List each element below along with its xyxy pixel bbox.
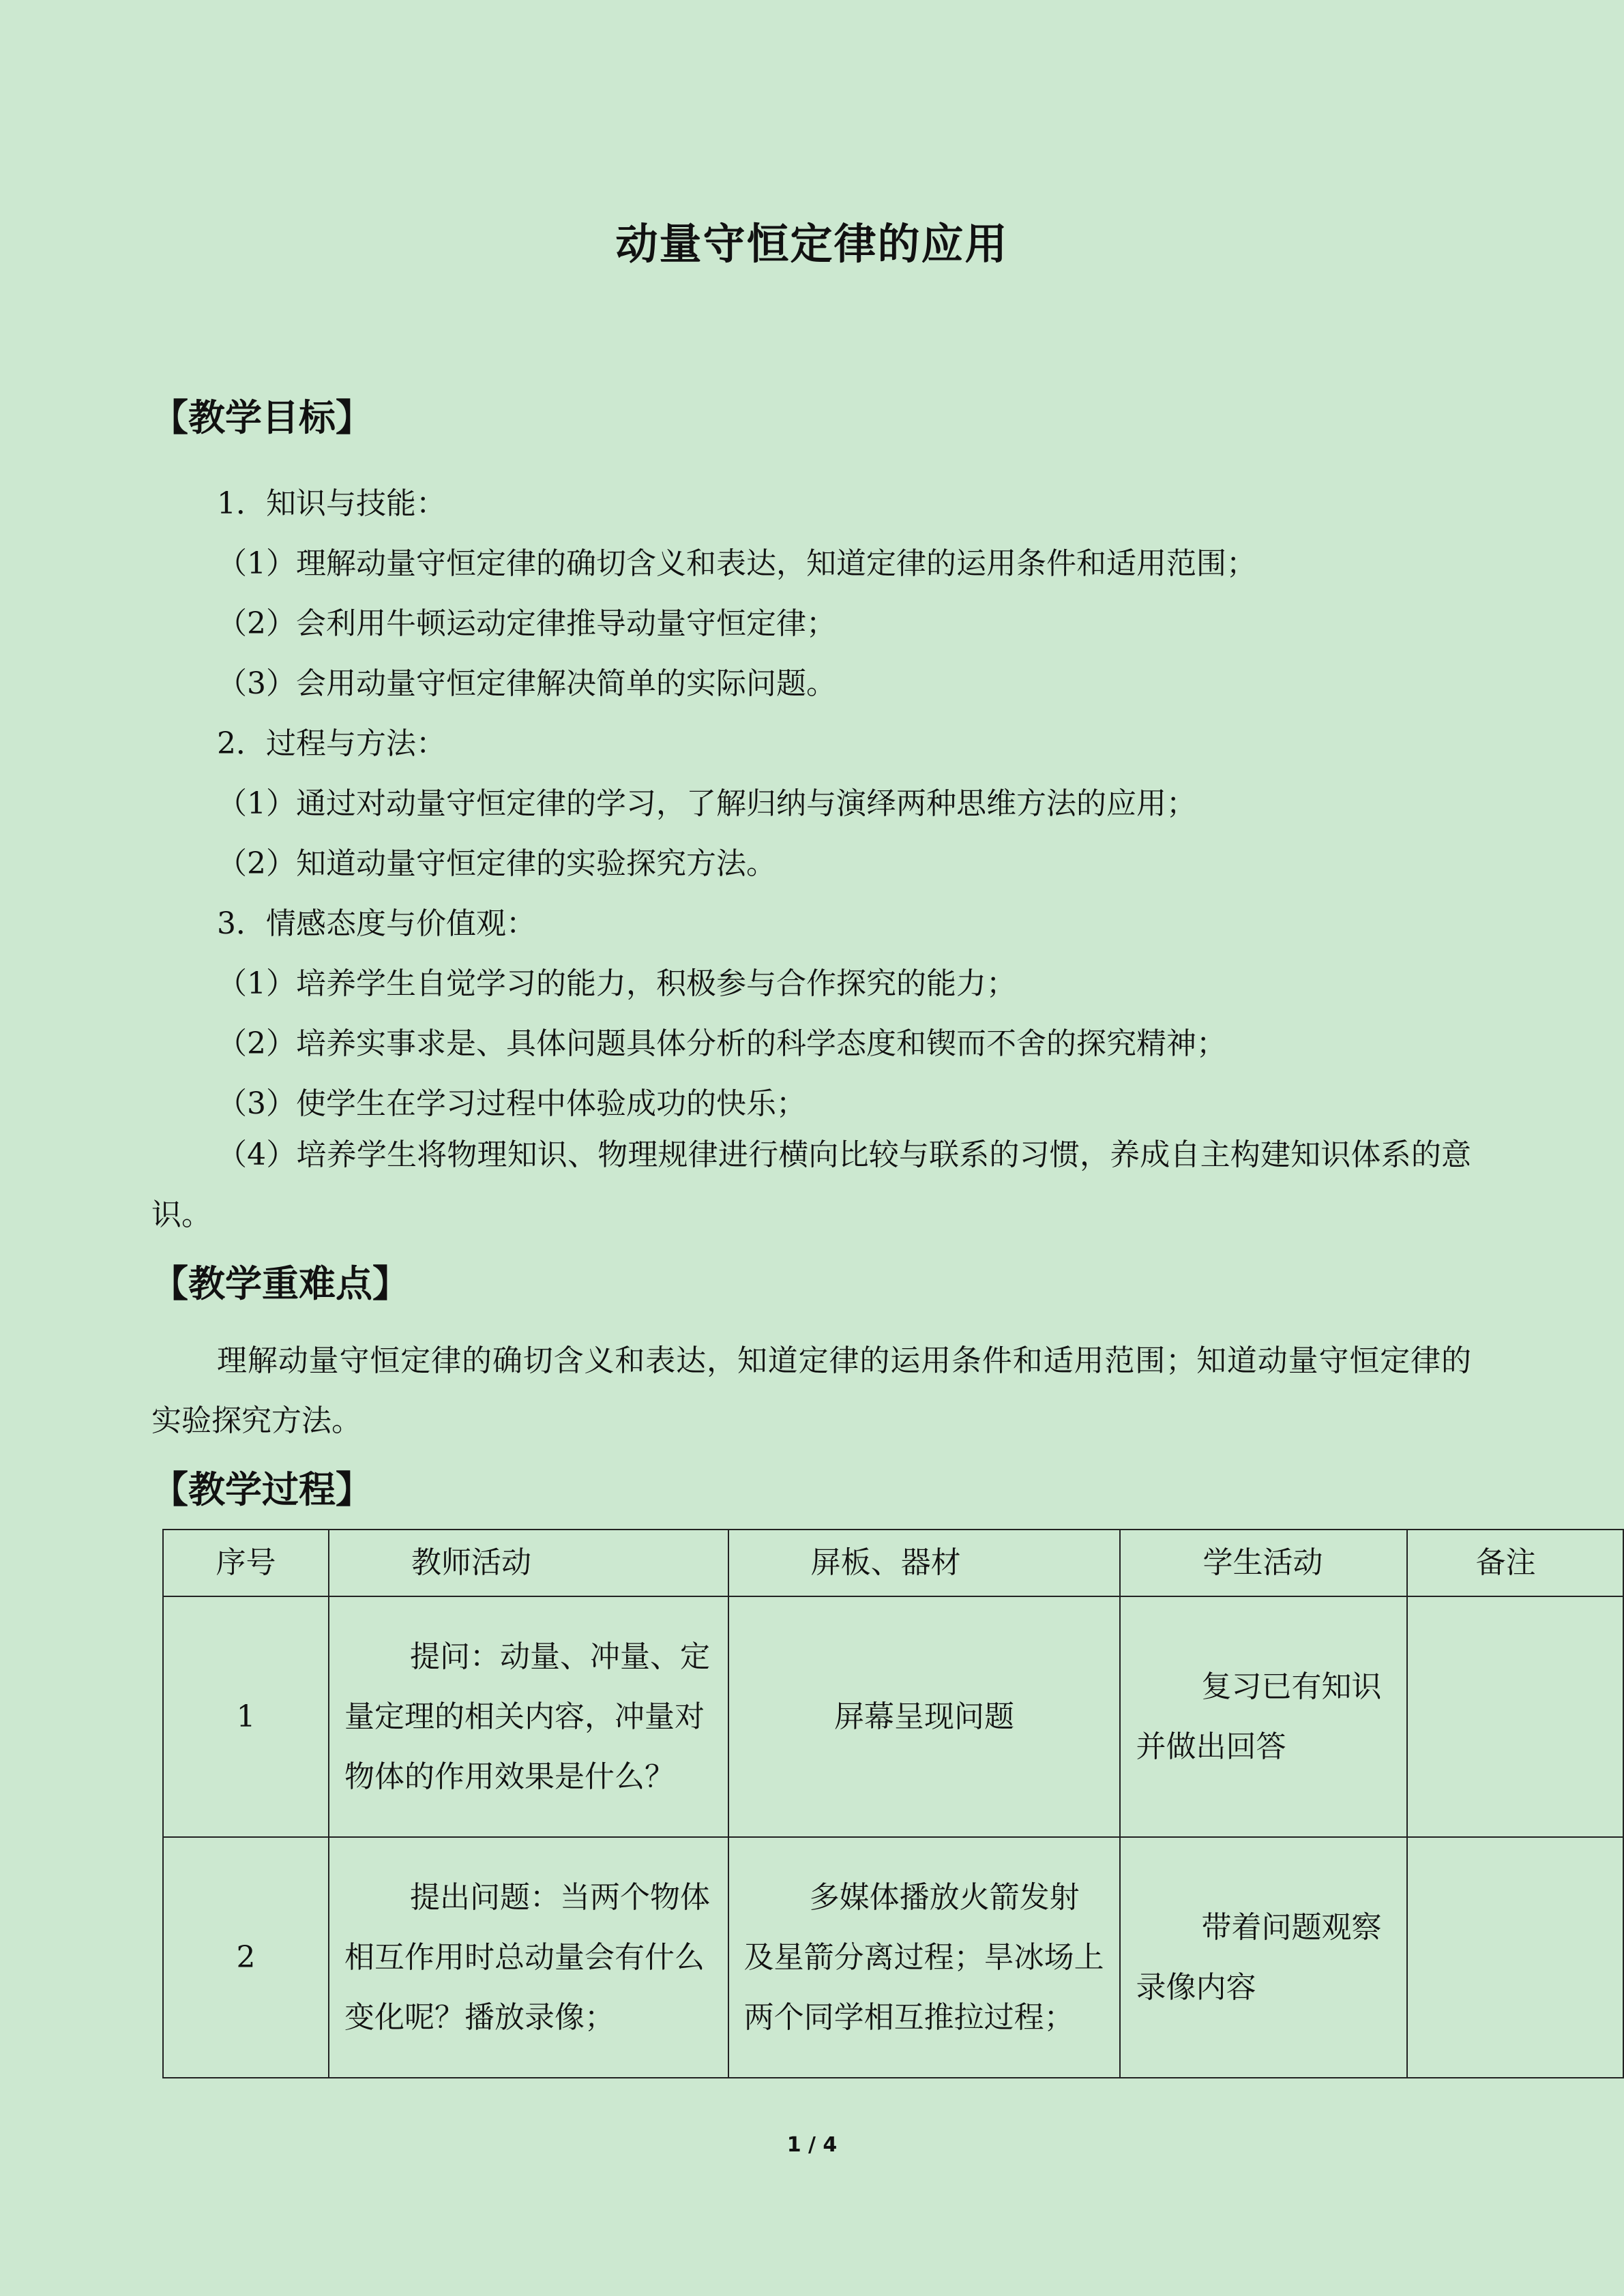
key-points-text: 理解动量守恒定律的确切含义和表达，知道定律的运用条件和适用范围；知道动量守恒定律的实验探究方法。	[151, 1343, 1471, 1438]
objective-line: 1．知识与技能：	[217, 486, 446, 521]
objective-line: （1）理解动量守恒定律的确切含义和表达，知道定律的运用条件和适用范围；	[217, 546, 1256, 581]
objective-line: （2）知道动量守恒定律的实验探究方法。	[217, 846, 776, 881]
process-table	[162, 1529, 1624, 2078]
objective-line: （1）通过对动量守恒定律的学习，了解归纳与演绎两种思维方法的应用；	[217, 786, 1196, 821]
screen-materials: 屏幕呈现问题	[728, 1596, 1121, 1837]
column-header-teacher: 教师活动	[329, 1530, 728, 1596]
screen-materials: 多媒体播放火箭发射及星箭分离过程；旱冰场上两个同学相互推拉过程；	[728, 1837, 1121, 2078]
key-points-heading: 【教学重难点】	[151, 1262, 409, 1305]
remark	[1407, 1837, 1623, 2078]
row-number: 2	[163, 1837, 329, 2078]
table-row	[163, 1837, 1623, 2078]
table-header-row	[163, 1530, 1623, 1596]
teacher-activity: 提出问题：当两个物体相互作用时总动量会有什么变化呢？播放录像；	[329, 1837, 728, 2078]
objective-line: （2）培养实事求是、具体问题具体分析的科学态度和锲而不舍的探究精神；	[217, 1026, 1226, 1061]
objective-line: （3）使学生在学习过程中体验成功的快乐；	[217, 1086, 806, 1121]
objective-line: （3）会用动量守恒定律解决简单的实际问题。	[217, 666, 836, 701]
teacher-activity: 提问：动量、冲量、定量定理的相关内容，冲量对物体的作用效果是什么？	[329, 1596, 728, 1837]
student-activity: 复习已有知识并做出回答	[1120, 1596, 1406, 1837]
objective-paragraph: （4）培养学生将物理知识、物理规律进行横向比较与联系的习惯，养成自主构建知识体系的意识。	[151, 1137, 1471, 1232]
student-activity: 带着问题观察录像内容	[1120, 1837, 1406, 2078]
remark	[1407, 1596, 1623, 1837]
objective-line: （1）培养学生自觉学习的能力，积极参与合作探究的能力；	[217, 966, 1016, 1001]
column-header-screen: 屏板、器材	[728, 1530, 1121, 1596]
column-header-no: 序号	[163, 1530, 329, 1596]
objective-line: 2．过程与方法：	[217, 726, 446, 761]
objectives-heading: 【教学目标】	[151, 396, 372, 439]
process-heading: 【教学过程】	[151, 1468, 372, 1511]
row-number: 1	[163, 1596, 329, 1837]
table-row	[163, 1596, 1623, 1837]
column-header-student: 学生活动	[1120, 1530, 1406, 1596]
objective-line: 3．情感态度与价值观：	[217, 906, 536, 941]
column-header-remark: 备注	[1407, 1530, 1623, 1596]
document-title: 动量守恒定律的应用	[615, 219, 1009, 269]
objective-line: （2）会利用牛顿运动定律推导动量守恒定律；	[217, 606, 836, 641]
page-number: 1 / 4	[786, 2133, 838, 2157]
